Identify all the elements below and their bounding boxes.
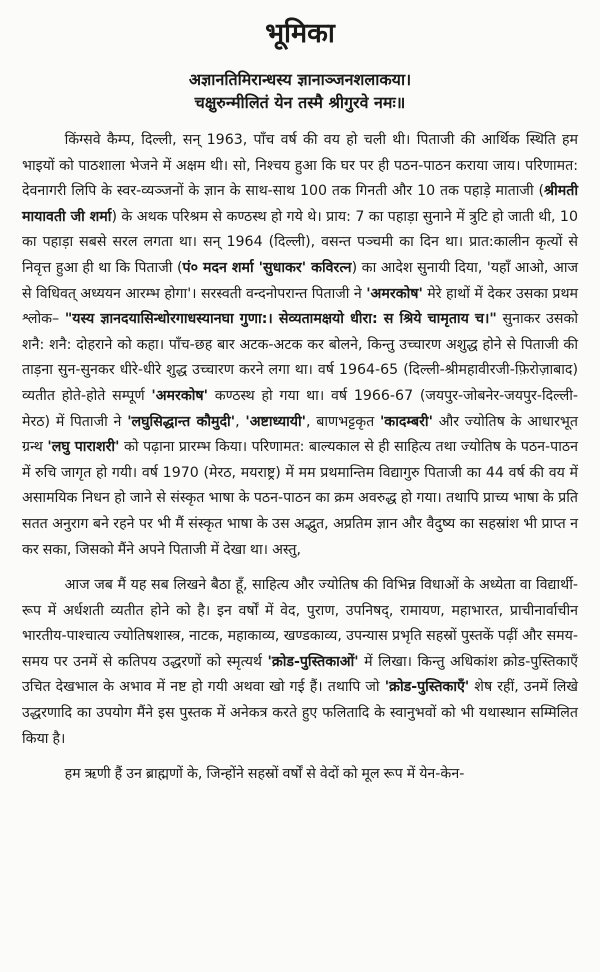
verse-line-2: चक्षुरुन्मीलितं येन तस्मै श्रीगुरवे नमः॥ — [194, 93, 406, 112]
bold-run: 'लघुसिद्धान्त कौमुदी' — [127, 413, 236, 430]
verse-line-1: अज्ञानतिमिरान्धस्य ज्ञानाञ्जनशलाकया। — [188, 70, 412, 89]
text-run: आज जब मैं यह सब लिखने बैठा हूँ, साहित्य और ज्योतिष की विभिन्न विधाओं के अध्येता वा विद्यार्थी-रूप में अर्धशती व्यतीत होने को है। इन वर्षों में वेद, पुराण, उपनिषद्, रामायण, महाभारत, प्राचीनार्वाचीन भारतीय-पाश्चात्य ज्योतिषशास्त्र, नाटक, महाकाव्य, खण्डकाव्य, उपन्यास प्रभृति सहस्रों पुस्तकें पढ़ीं और समय-समय पर उनमें से कतिपय उद्धरणों को स्मृत्यर्थ — [22, 577, 578, 670]
bold-run: 'लघु पाराशरी' — [47, 439, 120, 456]
bold-run: पं० मदन शर्मा 'सुधाकर' कविरत्न — [182, 259, 352, 276]
invocation-verse — [22, 68, 578, 114]
text-run: को पढ़ाना प्रारम्भ किया। परिणामत: बाल्यकाल से ही साहित्य तथा ज्योतिष के पठन-पाठन में रुचि जागृत हो गयी। वर्ष 1970 (मेरठ, मयराष्ट्र) में मम प्रथमान्तिम विद्यागुरु पिताजी का 44 वर्ष की वय में असामयिक निधन हो जाने से संस्कृत भाषा के पठन-पाठन का क्रम अवरुद्ध हो गया। तथापि प्राच्य भाषा के प्रति सतत अनुराग बने रहने पर भी मैं संस्कृत भाषा के उस अद्भुत, अप्रतिम ज्ञान और वैदुष्य का सहस्रांश भी प्राप्त न कर सका, जिसको मैंने अपने पिताजी में देखा था। अस्तु, — [22, 439, 578, 558]
bold-run: श्रीमती मायावती जी शर्मा — [22, 183, 578, 225]
page-title: भूमिका — [265, 18, 335, 49]
text-run: कण्ठस्थ हो गया था। वर्ष 1966-67 (जयपुर-जोबनेर-जयपुर-दिल्ली-मेरठ) में पिताजी ने — [22, 387, 578, 430]
text-run: और ज्योतिष के आधारभूत ग्रन्थ — [22, 413, 578, 456]
paragraph-1 — [22, 128, 578, 563]
bold-run: 'अमरकोष' — [366, 285, 423, 302]
paragraph-3 — [22, 762, 578, 788]
text-run: ) का आदेश सुनायी दिया, 'यहाँ आओ, आज से विधिवत् अध्ययन आरम्भ होगा'। सरस्वती वन्दनोपरान्त पिताजी ने — [22, 259, 578, 302]
text-run: हम ऋणी हैं उन ब्राह्मणों के, जिन्होंने सहस्रों वर्षों से वेदों को मूल रूप में येन-केन- — [64, 766, 465, 783]
bold-run: 'अष्टाध्यायी' — [245, 413, 306, 430]
text-run: , — [235, 413, 246, 430]
paragraph-2 — [22, 573, 578, 752]
text-run: , बाणभट्टकृत — [306, 413, 380, 430]
bold-run: 'अमरकोष' — [151, 387, 208, 404]
text-run: शेष रहीं, उनमें लिखे उद्धरणादि का उपयोग मैंने इस पुस्तक में अनेकत्र करते हुए फलितादि के स्वानुभवों को भी यथास्थान सम्मिलित किया है। — [22, 679, 578, 747]
text-run: सुनाकर उसको शनै: शनै: दोहराने को कहा। पाँच-छह बार अटक-अटक कर बोलने, किन्तु उच्चारण अशुद्ध होने से पिताजी की ताड़ना सुन-सुनकर धीरे-धीरे शुद्ध उच्चारण करने लगा था। वर्ष 1964-65 (दिल्ली-श्रीमहावीरजी-फ़िरोज़ाबाद) व्यतीत होते-होते सम्पूर्ण — [22, 311, 579, 404]
text-run: ) के अथक परिश्रम से कण्ठस्थ हो गये थे। प्राय: 7 का पहाड़ा सुनाने में त्रुटि हो जाती थी, 10 का पहाड़ा सबसे सरल लगता था। सन् 1964 (दिल्ली), वसन्त पञ्चमी का दिन था। प्रात:कालीन कृत्यों से निवृत्त हुआ ही था कि पिताजी ( — [22, 208, 578, 276]
text-run: मेरे हाथों में देकर उसका प्रथम श्लोक– — [22, 285, 579, 328]
bold-run: 'क्रोड-पुस्तिकाएँ' — [384, 679, 470, 696]
text-run: किंग्सवे कैम्प, दिल्ली, सन् 1963, पाँच वर्ष की वय हो चली थी। पिताजी की आर्थिक स्थिति हम भाइयों को पाठशाला भेजने में अक्षम थी। सो, निश्चय हुआ कि घर पर ही पठन-पाठन कराया जाय। परिणामत: देवनागरी लिपि के स्वर-व्यञ्जनों के ज्ञान के साथ-साथ 100 तक गिनती और 10 तक पहाड़े माताजी ( — [22, 132, 578, 200]
bold-run: 'क्रोड-पुस्तिकाओं' — [267, 653, 359, 670]
bold-run: 'कादम्बरी' — [379, 413, 433, 430]
bold-run: "यस्य ज्ञानदयासिन्धोरगाधस्यानघा गुणा:। सेव्यतामक्षयो धीरा: स श्रिये चामृताय च।" — [64, 311, 497, 328]
text-run: में लिखा। किन्तु अधिकांश क्रोड-पुस्तिकाएँ उचित देखभाल के अभाव में नष्ट हो गयी अथवा खो गई हैं। तथापि जो — [22, 653, 578, 696]
